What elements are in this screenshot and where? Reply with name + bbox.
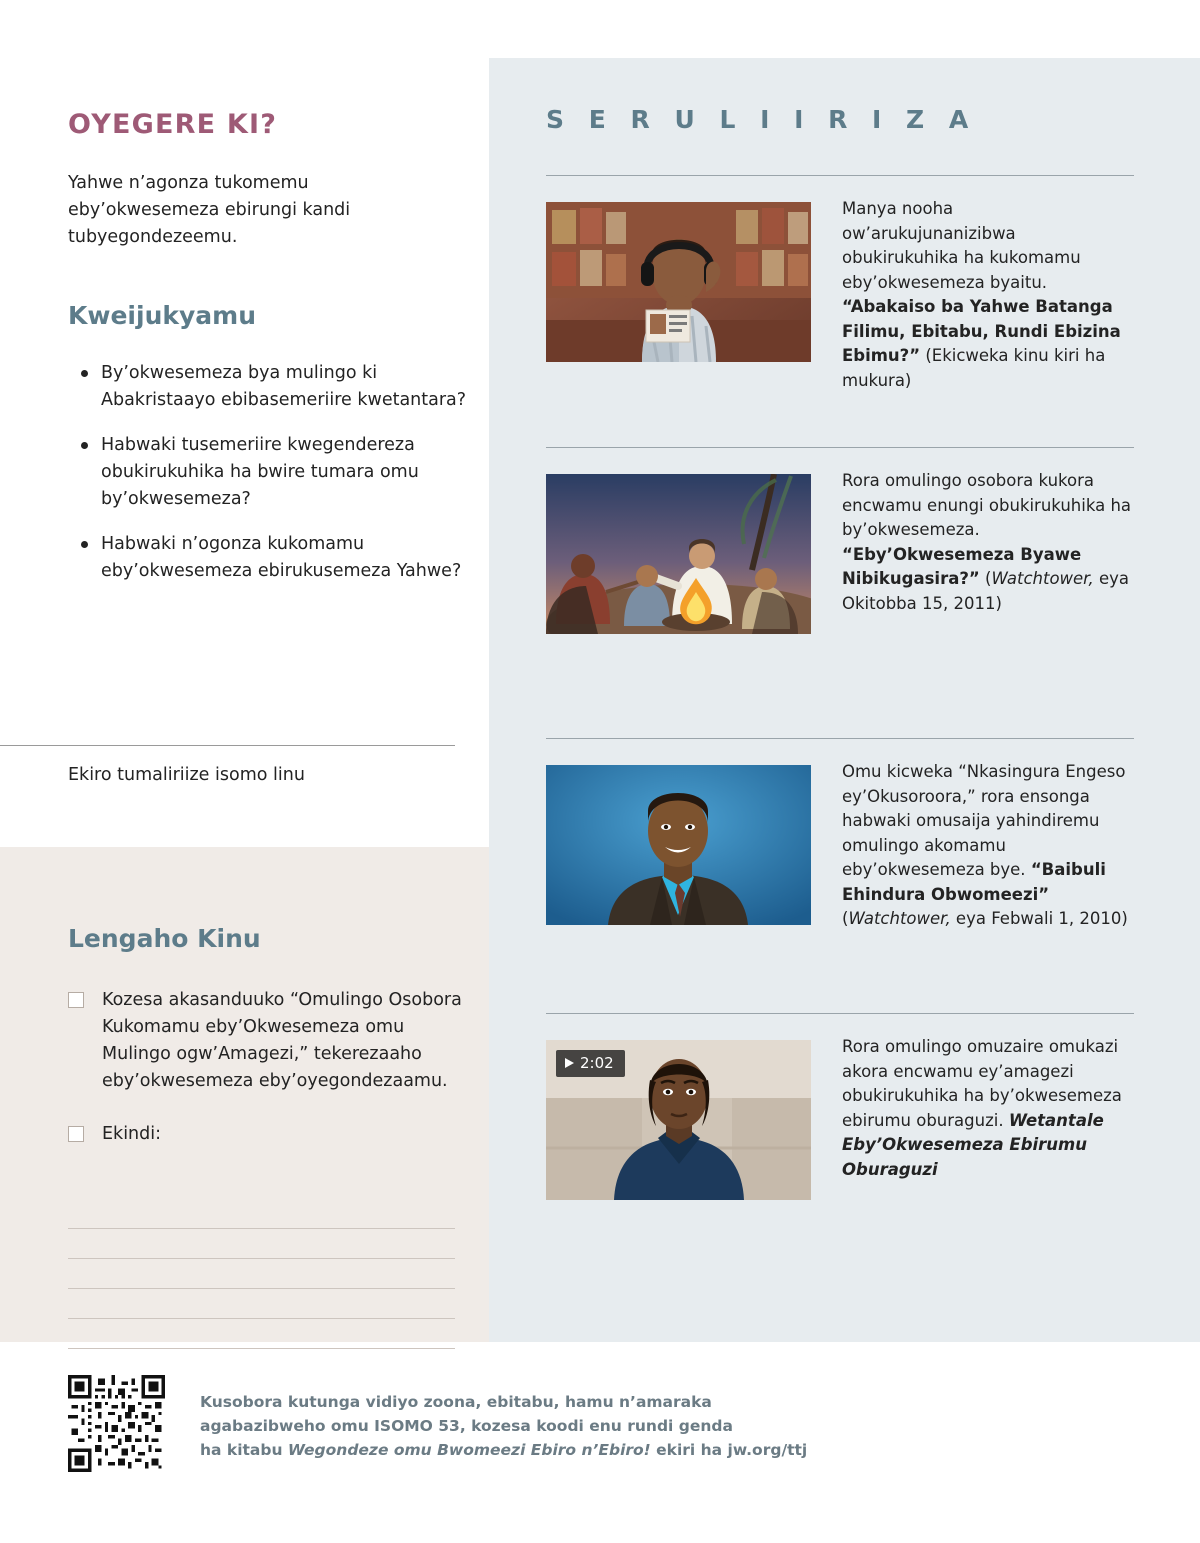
thumbnail-bible-scene[interactable] (546, 474, 811, 634)
left-column (0, 58, 489, 1342)
media-lead-text: Omu kicweka “Nkasingura Engeso ey’Okusoroora,” rora ensonga habwaki omusaija yahindiremu omulingo akomamu eby’okwesemeza bye. (842, 762, 1126, 879)
checkbox[interactable] (68, 992, 84, 1008)
heading-lengaho-kinu: Lengaho Kinu (68, 924, 261, 953)
media-description-1 (842, 197, 1132, 393)
list-item (68, 1121, 463, 1148)
writing-line (68, 1228, 455, 1229)
footer-note (200, 1390, 900, 1462)
media-title-text: “Eby’Okwesemeza Byawe Nibikugasira?” (842, 544, 1082, 588)
media-description-4 (842, 1035, 1132, 1182)
question-list (68, 360, 468, 603)
divider (546, 175, 1134, 176)
video-duration-badge (556, 1050, 625, 1077)
thumbnail-man-with-headphones[interactable] (546, 202, 811, 362)
footer-line-3b: ekiri ha jw.org/ttj (650, 1441, 808, 1459)
list-item (68, 531, 468, 585)
completion-date-label: Ekiro tumaliriize isomo linu (68, 765, 305, 785)
question-text: Habwaki n’ogonza kukomamu eby’okwesemeza ebirukusemeza Yahwe? (101, 534, 462, 581)
media-source-italic: Watchtower, (848, 909, 951, 928)
man-with-headphones-at-media-counter (546, 202, 811, 362)
qr-code-image (68, 1375, 165, 1472)
footer-publication-title: Wegondeze omu Bwomeezi Ebiro n’Ebiro! (287, 1441, 651, 1459)
video-duration-text: 2:02 (580, 1054, 614, 1072)
divider (546, 738, 1134, 739)
media-row-2 (546, 447, 1134, 717)
writing-lines (68, 1228, 455, 1378)
list-item (68, 987, 463, 1095)
divider (0, 745, 455, 746)
qr-code[interactable] (68, 1375, 165, 1472)
media-title-text: Wetantale Eby’Okwesemeza Ebirumu Oburaguzi (842, 1110, 1104, 1179)
checkbox[interactable] (68, 1126, 84, 1142)
page-title-oyegere-ki: OYEGERE KI? (68, 109, 278, 140)
goal-list (68, 987, 463, 1174)
divider (546, 1013, 1134, 1014)
media-row-3 (546, 738, 1134, 1008)
thumbnail-portrait-man[interactable] (546, 765, 811, 925)
portrait-smiling-man-in-suit (546, 765, 811, 925)
media-lead-text: Rora omulingo omuzaire omukazi akora encwamu ey’amagezi obukirukuhika ha by’okwesemeza ebirumu oburaguzi. (842, 1037, 1122, 1130)
intro-paragraph: Yahwe n’agonza tukomemu eby’okwesemeza ebirungi kandi tubyegondezeemu. (68, 173, 351, 247)
media-title-text: “Baibuli Ehindura Obwomeezi” (842, 860, 1106, 904)
list-item (68, 360, 468, 414)
question-text: By’okwesemeza bya mulingo ki Abakristaayo ebibasemeriire kwetantara? (101, 363, 467, 410)
bible-scene-jesus-teaching-by-firelight (546, 474, 811, 634)
media-title-text: “Abakaiso ba Yahwe Batanga Filimu, Ebitabu, Rundi Ebizina Ebimu?” (842, 297, 1121, 365)
footer-line-3a: ha kitabu (200, 1441, 288, 1459)
media-source-text: (Ekicweka kinu kiri ha mukura) (842, 346, 1106, 390)
media-description-3: Omu kicweka “Nkasingura Engeso ey’Okusoroora,” rora ensonga habwaki omusaija yahindiremu omulingo akomamu eby’okwesemeza bye. “Baibuli Ehindura Obwomeezi” (Watchtower, eya Febwali 1, 2010) (842, 762, 1128, 928)
media-description-2: Rora omulingo osobora kukora encwamu enungi obukirukuhika ha by’okwesemeza. “Eby’Okwesemeza Byawe Nibikugasira?” (Watchtower, eya Okitobba 15, 2011) (842, 471, 1132, 613)
media-source-text: eya Febwali 1, 2010) (950, 909, 1128, 928)
footer-line-1: Kusobora kutunga vidiyo zoona, ebitabu, hamu n’amaraka (200, 1393, 712, 1411)
writing-line (68, 1288, 455, 1289)
writing-line (68, 1258, 455, 1259)
media-row-4 (546, 1013, 1134, 1243)
goals-panel (0, 847, 489, 1342)
bullet-dot-icon (81, 370, 88, 377)
bullet-dot-icon (81, 541, 88, 548)
heading-kweijukyamu: Kweijukyamu (68, 301, 257, 330)
writing-line (68, 1348, 455, 1349)
media-source-italic: Watchtower, (991, 569, 1094, 588)
footer-line-3 (200, 1438, 900, 1462)
footer-line-2: agabazibweho omu ISOMO 53, kozesa koodi enu rundi genda (200, 1417, 733, 1435)
goal-text: Ekindi: (102, 1124, 162, 1144)
thumbnail-video-woman[interactable] (546, 1040, 811, 1200)
media-lead-text: Manya nooha ow’arukujunanizibwa obukirukuhika ha kukomamu eby’okwesemeza byaitu. (842, 199, 1081, 292)
divider (546, 447, 1134, 448)
goal-text: Kozesa akasanduuko “Omulingo Osobora Kukomamu eby’Okwesemeza omu Mulingo ogw’Amagezi,” tekerezaaho eby’okwesemeza eby’oyegondezaamu. (102, 990, 462, 1091)
media-source-text: eya Okitobba 15, 2011) (842, 569, 1129, 613)
media-lead-text: Rora omulingo osobora kukora encwamu enungi obukirukuhika ha by’okwesemeza. (842, 471, 1132, 539)
media-row-1 (546, 175, 1134, 445)
writing-line (68, 1318, 455, 1319)
question-text: Habwaki tusemeriire kwegendereza obukirukuhika ha bwire tumara omu by’okwesemeza? (101, 435, 419, 509)
list-item (68, 432, 468, 513)
bullet-dot-icon (81, 442, 88, 449)
play-icon (565, 1058, 574, 1068)
heading-seruliiriza: S E R U L I I R I Z A (546, 105, 977, 134)
